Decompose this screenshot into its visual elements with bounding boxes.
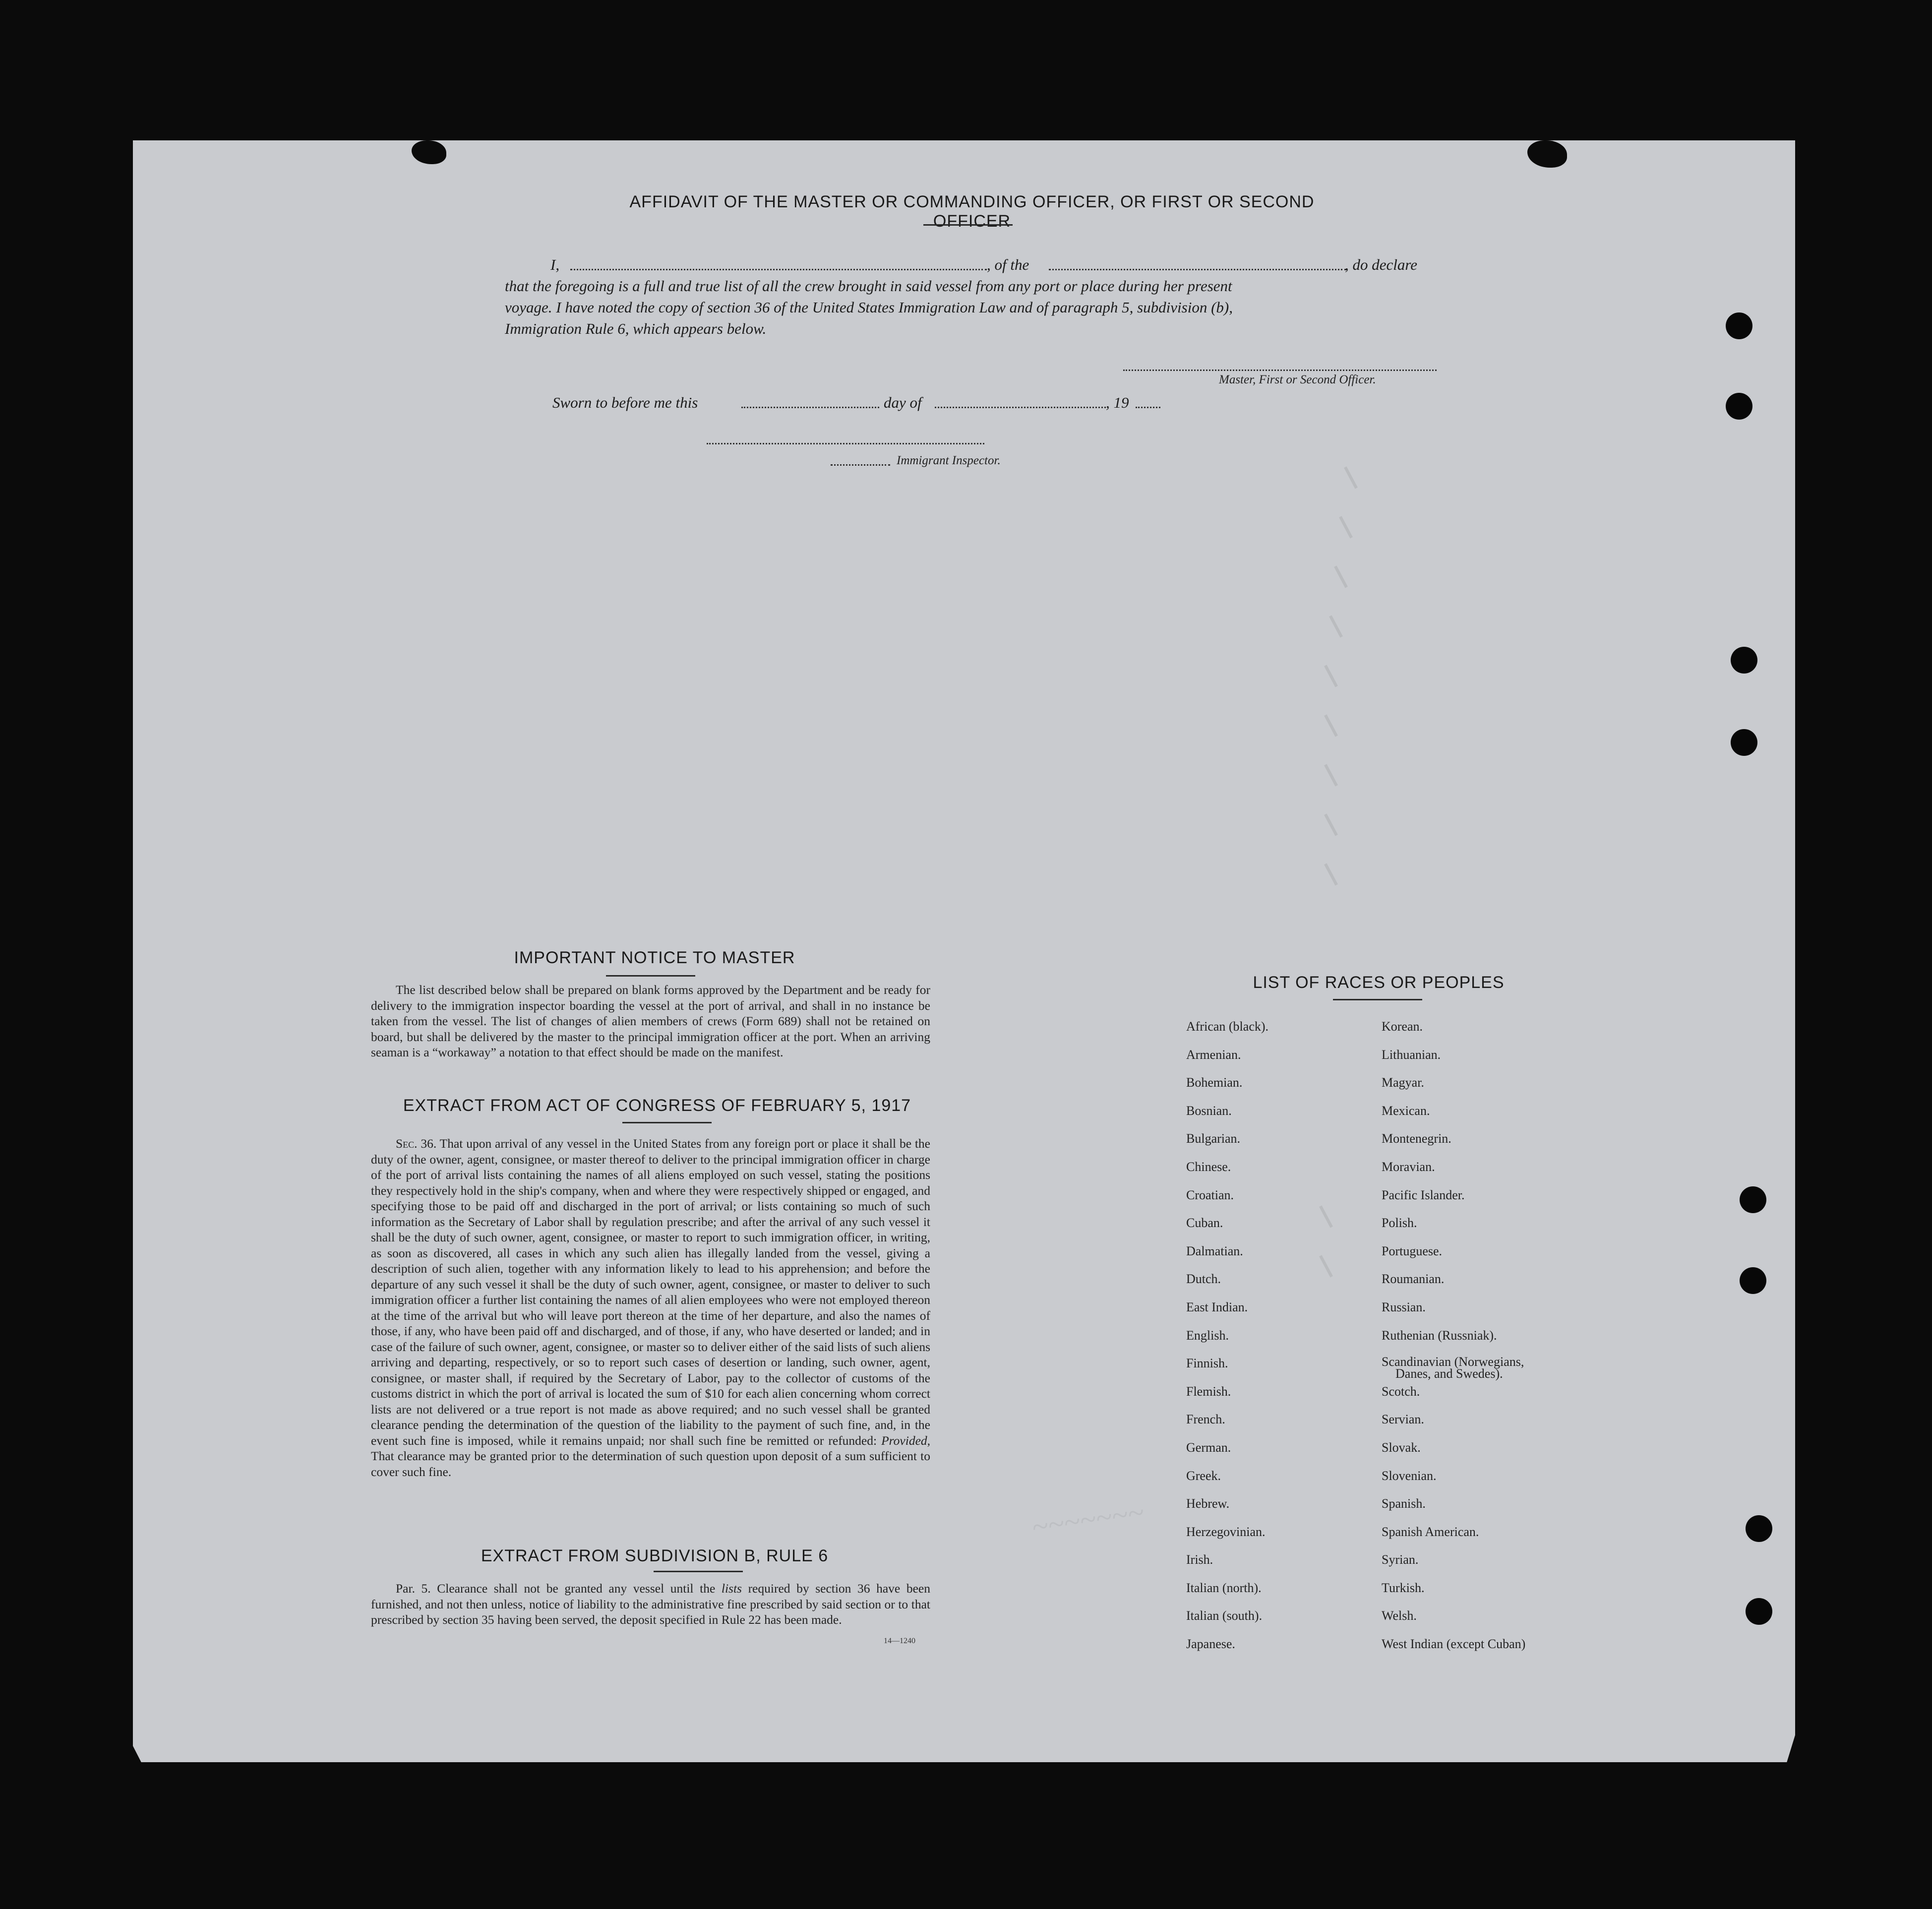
act-underline bbox=[622, 1122, 712, 1123]
race-item: Dalmatian. bbox=[1186, 1243, 1243, 1258]
inspector-caption: Immigrant Inspector. bbox=[897, 454, 1001, 467]
race-item: Finnish. bbox=[1186, 1356, 1228, 1371]
punch-hole bbox=[1746, 1598, 1772, 1625]
race-item: African (black). bbox=[1186, 1019, 1269, 1034]
affidavit-line-4: Immigration Rule 6, which appears below. bbox=[505, 320, 767, 337]
sworn-day-blank[interactable] bbox=[741, 407, 879, 408]
rule6-title: EXTRACT FROM SUBDIVISION B, RULE 6 bbox=[481, 1546, 829, 1565]
race-item: Slovak. bbox=[1382, 1440, 1421, 1455]
race-item: Roumanian. bbox=[1382, 1272, 1445, 1287]
race-item: Ruthenian (Russniak). bbox=[1382, 1328, 1497, 1343]
sworn-year-blank[interactable] bbox=[1136, 407, 1160, 408]
title-underline bbox=[923, 224, 1013, 226]
race-item: French. bbox=[1186, 1412, 1225, 1427]
act-body bbox=[371, 1136, 930, 1479]
race-item: Bohemian. bbox=[1186, 1075, 1243, 1090]
notice-body bbox=[371, 982, 930, 1060]
rule6-underline bbox=[654, 1571, 743, 1572]
race-item: Hebrew. bbox=[1186, 1496, 1230, 1511]
race-item: Mexican. bbox=[1382, 1103, 1430, 1118]
act-title: EXTRACT FROM ACT OF CONGRESS OF FEBRUARY 5, 1917 bbox=[403, 1096, 911, 1115]
race-item: Turkish. bbox=[1382, 1580, 1425, 1595]
race-item: Italian (north). bbox=[1186, 1580, 1262, 1595]
inspector-caption-leader bbox=[831, 464, 890, 466]
race-item: East Indian. bbox=[1186, 1299, 1248, 1314]
lists-word: lists bbox=[721, 1581, 742, 1596]
race-item: Dutch. bbox=[1186, 1272, 1221, 1287]
race-item: Italian (south). bbox=[1186, 1608, 1263, 1623]
affidavit-i-label: I, bbox=[550, 256, 560, 273]
race-item: Portuguese. bbox=[1382, 1243, 1443, 1258]
vessel-blank[interactable] bbox=[1049, 269, 1346, 270]
race-item: Croatian. bbox=[1186, 1187, 1234, 1202]
race-item: Lithuanian. bbox=[1382, 1047, 1441, 1062]
race-item: Montenegrin. bbox=[1382, 1131, 1451, 1146]
year-label: , 19 bbox=[1106, 394, 1129, 411]
of-the-label: , of the bbox=[987, 256, 1029, 273]
race-item: Russian. bbox=[1382, 1299, 1426, 1314]
race-item: Servian. bbox=[1382, 1412, 1424, 1427]
affidavit-title: AFFIDAVIT OF THE MASTER OR COMMANDING OFFICER, OR FIRST OR SECOND OFFICER bbox=[629, 192, 1315, 231]
races-column-right bbox=[1382, 1019, 1590, 1665]
race-item bbox=[1382, 1356, 1590, 1384]
notice-underline bbox=[606, 975, 695, 977]
race-item: Scotch. bbox=[1382, 1384, 1420, 1399]
races-column-left bbox=[1186, 1019, 1365, 1665]
section-label: Sec. 36. bbox=[396, 1136, 437, 1151]
race-item: Greek. bbox=[1186, 1468, 1221, 1483]
race-item: Chinese. bbox=[1186, 1159, 1231, 1174]
race-item: Moravian. bbox=[1382, 1159, 1435, 1174]
race-item-line: Danes, and Swedes). bbox=[1395, 1366, 1503, 1381]
race-item: Syrian. bbox=[1382, 1552, 1419, 1567]
punch-hole bbox=[1746, 1515, 1772, 1542]
race-item-line: Scandinavian (Norwegians, bbox=[1382, 1355, 1524, 1369]
sworn-month-blank[interactable] bbox=[935, 407, 1106, 408]
race-item: English. bbox=[1186, 1328, 1229, 1343]
races-title: LIST OF RACES OR PEOPLES bbox=[1253, 973, 1505, 992]
master-signature-caption: Master, First or Second Officer. bbox=[1219, 373, 1376, 386]
race-item: Korean. bbox=[1382, 1019, 1423, 1034]
master-signature-line[interactable] bbox=[1123, 369, 1437, 371]
notice-title: IMPORTANT NOTICE TO MASTER bbox=[514, 948, 795, 967]
race-item: Flemish. bbox=[1186, 1384, 1231, 1399]
act-tail: That clearance may be granted prior to the determination of such question upon deposit of a sum sufficient to cover such fine. bbox=[371, 1449, 930, 1479]
punch-hole bbox=[1726, 393, 1752, 420]
race-item: Magyar. bbox=[1382, 1075, 1424, 1090]
punch-hole bbox=[1740, 1267, 1766, 1294]
affidavit-line-2: that the foregoing is a full and true list of all the crew brought in said vessel from any port or place during her present bbox=[505, 277, 1232, 295]
punch-hole bbox=[1740, 1186, 1766, 1213]
race-item: Bulgarian. bbox=[1186, 1131, 1241, 1146]
race-item: Spanish American. bbox=[1382, 1524, 1479, 1539]
affidavit-line-3: voyage. I have noted the copy of section 36 of the United States Immigration Law and of paragraph 5, subdivision (b), bbox=[505, 299, 1233, 316]
races-underline bbox=[1333, 999, 1422, 1000]
rule6-text-a: Par. 5. Clearance shall not be granted any vessel until the bbox=[396, 1581, 716, 1596]
form-number: 14—1240 bbox=[884, 1637, 915, 1645]
name-blank[interactable] bbox=[570, 269, 987, 270]
notice-text: The list described below shall be prepared on blank forms approved by the Department and be ready for delivery to the immigration inspector boarding the vessel at the port of arrival, and shall in no instance be taken from the vessel. The list of changes of alien members of crews (Form 689) shall not be retained on board, but shall be delivered by the master to the principal immigration officer at the port. When an arriving seaman is a “workaway” a notation to that effect should be made on the manifest. bbox=[371, 983, 930, 1059]
race-item: Herzegovinian. bbox=[1186, 1524, 1266, 1539]
race-item: Spanish. bbox=[1382, 1496, 1426, 1511]
sworn-label: Sworn to before me this bbox=[552, 394, 698, 411]
rule6-body bbox=[371, 1581, 930, 1628]
race-item: West Indian (except Cuban) bbox=[1382, 1637, 1526, 1652]
race-item: Bosnian. bbox=[1186, 1103, 1232, 1118]
race-item: Japanese. bbox=[1186, 1637, 1235, 1652]
act-text: That upon arrival of any vessel in the United States from any foreign port or place it shall be the duty of the owner, agent, consignee, or master thereof to deliver to the principal immigration officer in charge of the port of arrival lists containing the names of all aliens employed on such vessel, stating the positions they respectively hold in the ship's company, when and where they were respectively shipped or engaged, and specifying those to be paid off and discharged in the port of arrival; or lists containing so much of such information as the Secretary of Labor shall by regulation prescribe; and after the arrival of any such vessel it shall be the duty of such owner, agent, consignee, or master to report to such immigration officer, in writing, as soon as discovered, all cases in which any such alien has illegally landed from the vessel, giving a description of such alien, together with any information likely to lead to his apprehension; and before the departure of any such vessel it shall be the duty of such owner, agent, consignee, or master to deliver to such immigration officer a further list containing the names of all alien employees who were not employed thereon at the time of the arrival but who will leave port thereon at the time of her departure, and also the names of those, if any, who have been paid off and discharged, and of those, if any, who have deserted or landed; and in case of the failure of such owner, agent, consignee, or master so to deliver either of the said lists of such aliens arriving and departing, respectively, or so to report such cases of desertion or landing, such owner, agent, consignee, or master shall, if required by the Secretary of Labor, pay to the collector of customs of the customs district in which the port of arrival is located the sum of $10 for each alien concerning whom correct lists are not delivered or a true report is not made as above required; and no such vessel shall be granted clearance pending the determination of the question of the liability to the payment of such fine, and, in the event such fine is imposed, while it remains unpaid; nor shall such fine be remitted or refunded: bbox=[371, 1136, 930, 1448]
race-item: Polish. bbox=[1382, 1216, 1417, 1231]
race-item: Irish. bbox=[1186, 1552, 1213, 1567]
punch-hole bbox=[1726, 312, 1752, 339]
race-item: Pacific Islander. bbox=[1382, 1187, 1465, 1202]
do-declare-label: , do declare bbox=[1345, 256, 1418, 273]
race-item: German. bbox=[1186, 1440, 1231, 1455]
punch-hole bbox=[1731, 729, 1757, 756]
inspector-signature-line[interactable] bbox=[707, 443, 984, 444]
day-of-label: day of bbox=[884, 394, 922, 411]
race-item: Welsh. bbox=[1382, 1608, 1417, 1623]
race-item: Armenian. bbox=[1186, 1047, 1241, 1062]
provided-label: Provided, bbox=[881, 1433, 931, 1448]
punch-hole bbox=[1731, 647, 1757, 674]
rule6-text-b: required by section 36 have been furnished, and not then unless, notice of liability to the administrative fine prescribed by said section or to that prescribed by section 35 having been served, the deposit specified in Rule 22 has been made. bbox=[371, 1581, 930, 1627]
faint-handwriting: ~~~~~~~ bbox=[1029, 1495, 1146, 1544]
race-item: Slovenian. bbox=[1382, 1468, 1437, 1483]
race-item: Cuban. bbox=[1186, 1216, 1223, 1231]
